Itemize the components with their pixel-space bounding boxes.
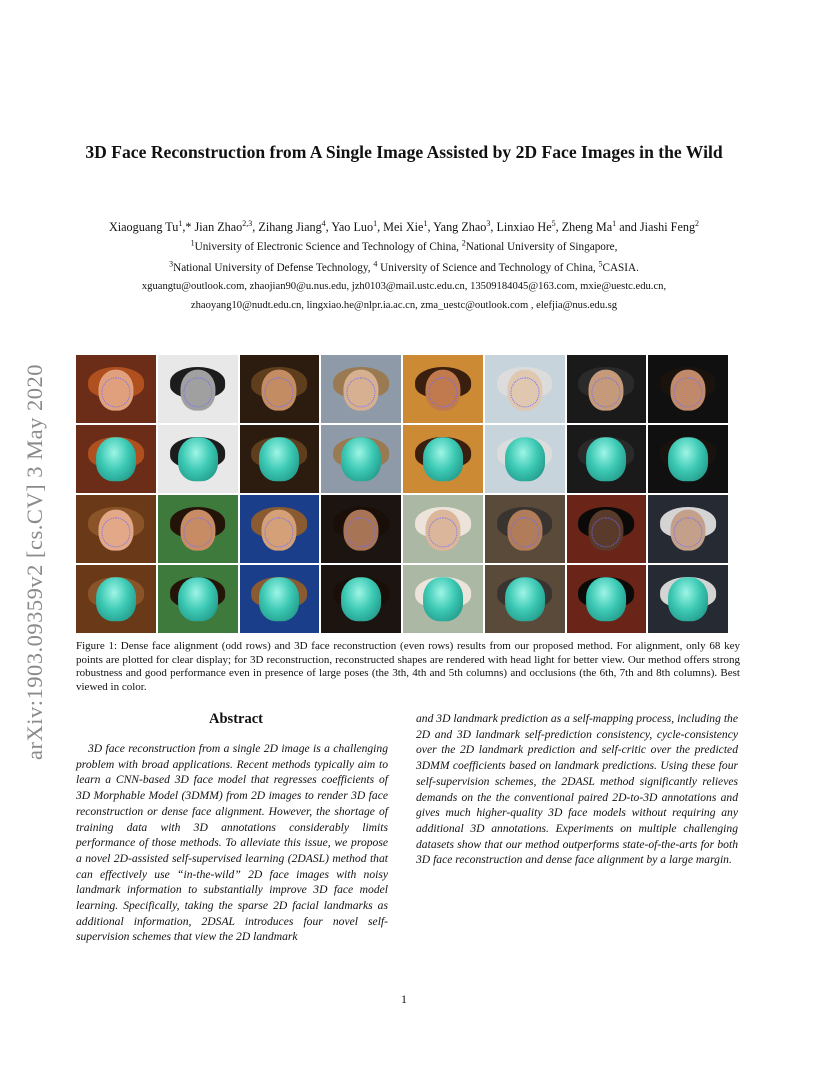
face-mesh-render (341, 577, 381, 621)
alignment-image (485, 355, 565, 423)
reconstruction-image (485, 425, 565, 493)
face-mesh-render (96, 577, 136, 621)
alignment-image (403, 495, 483, 563)
abstract-column-2: and 3D landmark prediction as a self-mapping process, including the 2D and 3D landmark self-prediction consistency, cycle-consistency over the 2D landmark prediction and self-critic over the predicted 3DMM coefficients based on landmark predictions. Using these four self-supervision schemes, the 2DASL method significantly relieves demands on the the conventional paired 2D-to-3D annotations and gives much higher-quality 3D face models without requiring any additional 3D annotations. Experiments on multiple challenging datasets show that our method outperforms state-of-the-arts for both 3D face reconstruction and dense face alignment by a large margin. (416, 712, 738, 867)
alignment-image (485, 495, 565, 563)
alignment-image (240, 355, 320, 423)
figure-caption: Figure 1: Dense face alignment (odd rows) and 3D face reconstruction (even rows) results from our proposed method. For alignment, only 68 key points are plotted for clear display; for 3D reconstruction, reconstructed shapes are rendered with head light for better view. Our method offers strong robustness and good performance even in presence of large poses (the 3th, 4th and 5th columns) and occlusions (the 6th, 7th and 8th columns). Best viewed in color. (76, 640, 740, 693)
face-mesh-render (668, 577, 708, 621)
face-mesh-render (586, 437, 626, 481)
face-mesh-render (505, 577, 545, 621)
reconstruction-image (648, 425, 728, 493)
figure-1-grid (76, 355, 728, 633)
face-mesh-render (96, 437, 136, 481)
alignment-image (321, 355, 401, 423)
alignment-image (158, 495, 238, 563)
reconstruction-image (240, 565, 320, 633)
alignment-image (76, 355, 156, 423)
page-number: 1 (401, 992, 407, 1006)
face-mesh-render (423, 577, 463, 621)
affiliation-line-1: $^1$University of Electronic Science and Technology of China, $^2$National University of Singapore, (190, 238, 618, 253)
reconstruction-image (567, 425, 647, 493)
reconstruction-image (76, 425, 156, 493)
email-line-2: zhaoyang10@nudt.edu.cn, lingxiao.he@nlpr.ia.ac.cn, zma_uestc@outlook.com , elefjia@nus.edu.sg (190, 300, 618, 311)
affiliation-line-2: $^3$National University of Defense Technology, $^4$ University of Science and Technology of China, $^5$CASIA. (169, 259, 639, 274)
reconstruction-image (240, 425, 320, 493)
abstract-heading: Abstract (209, 711, 263, 727)
alignment-image (648, 355, 728, 423)
face-mesh-render (505, 437, 545, 481)
reconstruction-image (648, 565, 728, 633)
reconstruction-image (403, 565, 483, 633)
reconstruction-image (485, 565, 565, 633)
reconstruction-image (76, 565, 156, 633)
reconstruction-image (158, 565, 238, 633)
alignment-image (648, 495, 728, 563)
face-mesh-render (586, 577, 626, 621)
face-mesh-render (259, 577, 299, 621)
email-line-1: xguangtu@outlook.com, zhaojian90@u.nus.edu, jzh0103@mail.ustc.edu.cn, 13509184045@163.com, mxie@uestc.edu.cn, (141, 281, 667, 292)
reconstruction-image (321, 425, 401, 493)
arxiv-identifier: arXiv:1903.09359v2 [cs.CV] 3 May 2020 (22, 364, 47, 760)
paper-title: 3D Face Reconstruction from A Single Image Assisted by 2D Face Images in the Wild (85, 142, 723, 162)
face-mesh-render (341, 437, 381, 481)
alignment-image (403, 355, 483, 423)
alignment-image (158, 355, 238, 423)
reconstruction-image (403, 425, 483, 493)
reconstruction-image (158, 425, 238, 493)
author-list: Xiaoguang Tu$^1$,* Jian Zhao$^{2,3}$, Zihang Jiang$^4$, Yao Luo$^1$, Mei Xie$^1$, Yang Zhao$^3$, Linxiao He$^5$, Zheng Ma$^1$ and Jiashi Feng$^2$ (108, 218, 700, 234)
alignment-image (240, 495, 320, 563)
alignment-image (321, 495, 401, 563)
face-mesh-render (259, 437, 299, 481)
face-mesh-render (178, 437, 218, 481)
alignment-image (76, 495, 156, 563)
face-mesh-render (668, 437, 708, 481)
reconstruction-image (567, 565, 647, 633)
face-mesh-render (423, 437, 463, 481)
face-mesh-render (178, 577, 218, 621)
reconstruction-image (321, 565, 401, 633)
alignment-image (567, 495, 647, 563)
abstract-column-1: 3D face reconstruction from a single 2D image is a challenging problem with broad applications. Recent methods typically aim to learn a CNN-based 3D face model that regresses coefficients of 3D Morphable Model (3DMM) from 2D images to render 3D face reconstruction or dense face alignment. However, the shortage of training data with 3D annotations considerably limits performance of those methods. To alleviate this issue, we propose a novel 2D-assisted self-supervised learning (2DASL) method that can effectively use “in-the-wild” 2D face images with noisy landmark information to substantially improve 3D face model learning. Specifically, taking the sparse 2D facial landmarks as additional information, 2DSAL introduces four novel self-supervision schemes that view the 2D landmark (76, 742, 388, 944)
alignment-image (567, 355, 647, 423)
